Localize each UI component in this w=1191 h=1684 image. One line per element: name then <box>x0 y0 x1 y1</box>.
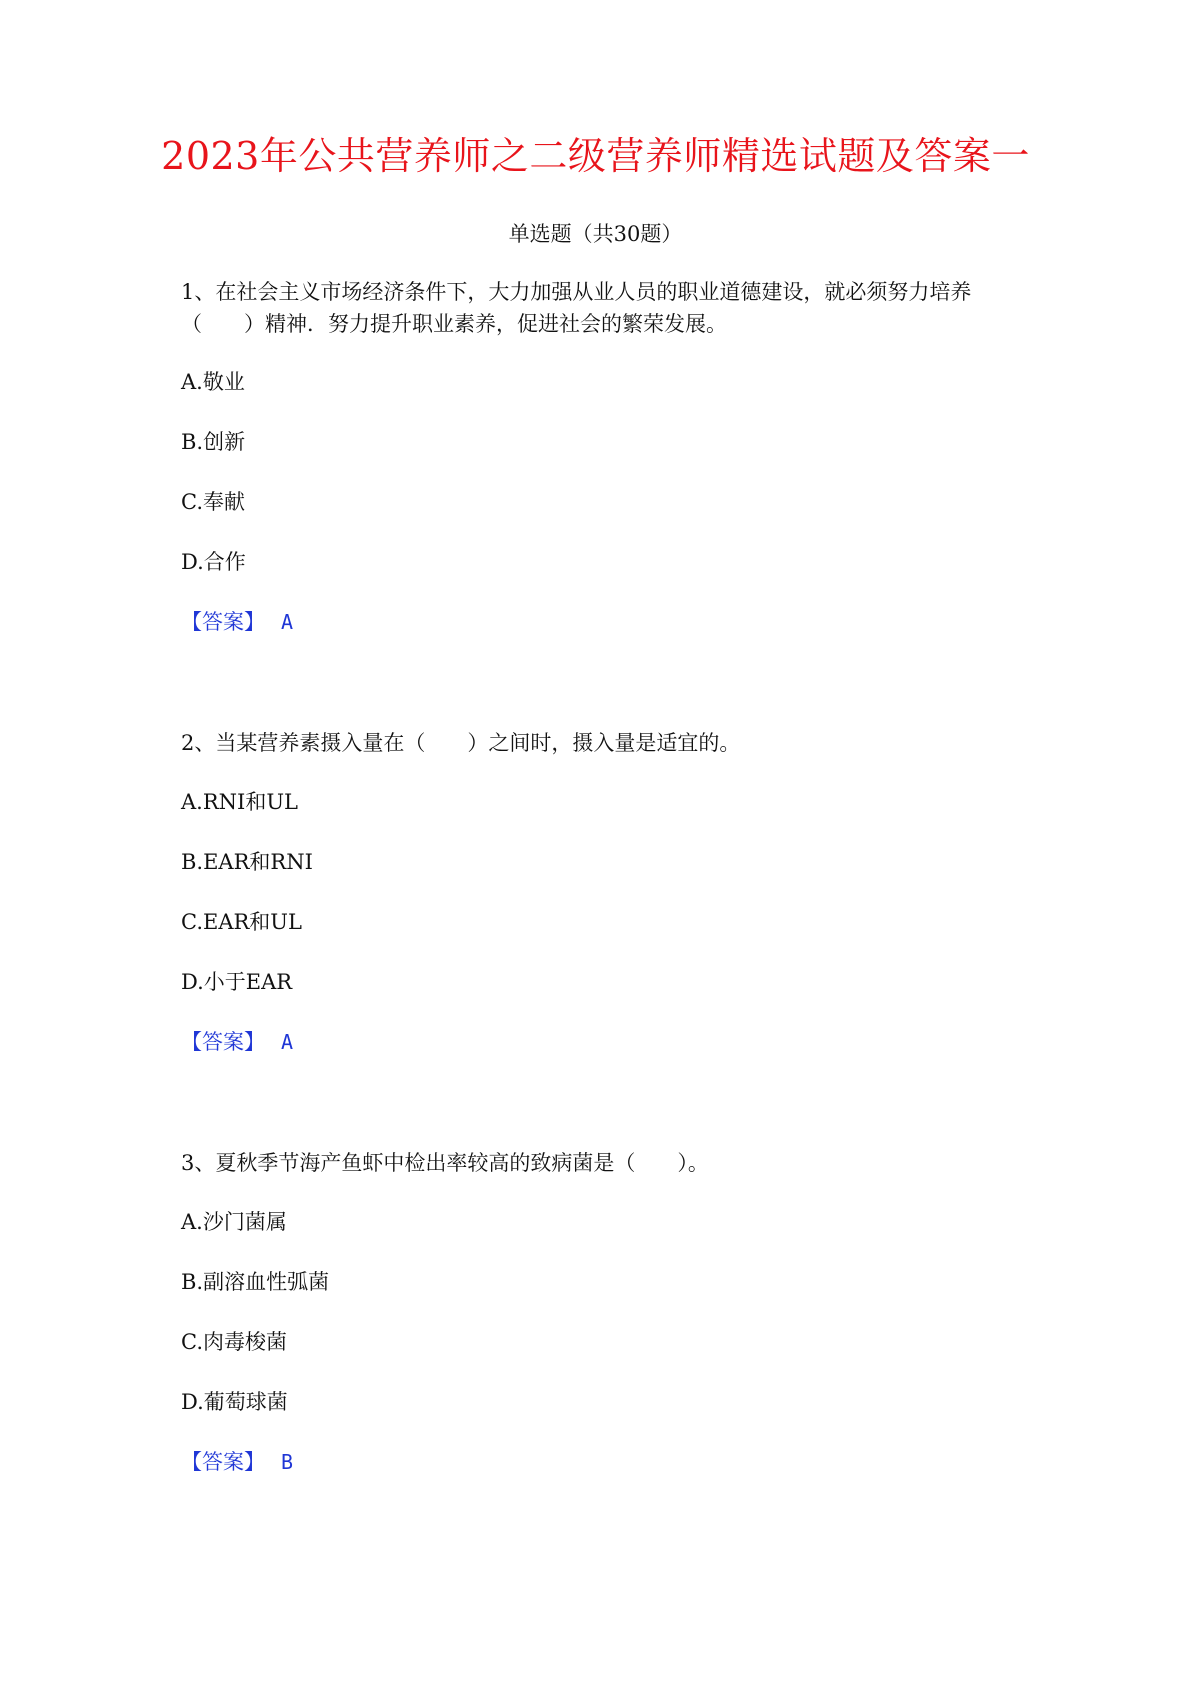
question-1-option-d: D.合作 <box>181 550 246 574</box>
question-3-option-c: C.肉毒梭菌 <box>181 1330 287 1354</box>
question-1-text: 1、在社会主义市场经济条件下，大力加强从业人员的职业道德建设，就必须努力培养（ ）精神．努力提升职业素养，促进社会的繁荣发展。 <box>181 280 972 336</box>
question-3-text: 3、夏秋季节海产鱼虾中检出率较高的致病菌是（ ）。 <box>181 1151 709 1175</box>
question-2-option-b: B.EAR和RNI <box>181 850 313 874</box>
question-3-option-d: D.葡萄球菌 <box>181 1390 288 1414</box>
answer-label: 【答案】 <box>181 1450 265 1474</box>
question-2-option-c: C.EAR和UL <box>181 910 302 934</box>
question-1-answer <box>181 607 293 637</box>
question-1-option-b: B.创新 <box>181 430 246 454</box>
question-1-option-a: A.敬业 <box>181 370 245 394</box>
answer-value: A <box>281 610 294 634</box>
section-heading: 单选题（共30题） <box>508 222 683 246</box>
answer-value: B <box>281 1450 294 1474</box>
question-2-option-d: D.小于EAR <box>181 970 293 994</box>
answer-label: 【答案】 <box>181 610 265 634</box>
question-3-option-a: A.沙门菌属 <box>181 1210 287 1234</box>
question-2-option-a: A.RNI和UL <box>181 790 298 814</box>
answer-label: 【答案】 <box>181 1030 265 1054</box>
question-1-option-c: C.奉献 <box>181 490 245 514</box>
question-2-text: 2、当某营养素摄入量在（ ）之间时，摄入量是适宜的。 <box>181 731 741 755</box>
question-3-option-b: B.副溶血性弧菌 <box>181 1270 330 1294</box>
document-title: 2023年公共营养师之二级营养师精选试题及答案一 <box>161 134 1030 178</box>
question-2-answer <box>181 1027 293 1057</box>
answer-value: A <box>281 1030 294 1054</box>
question-3-answer <box>181 1447 293 1477</box>
